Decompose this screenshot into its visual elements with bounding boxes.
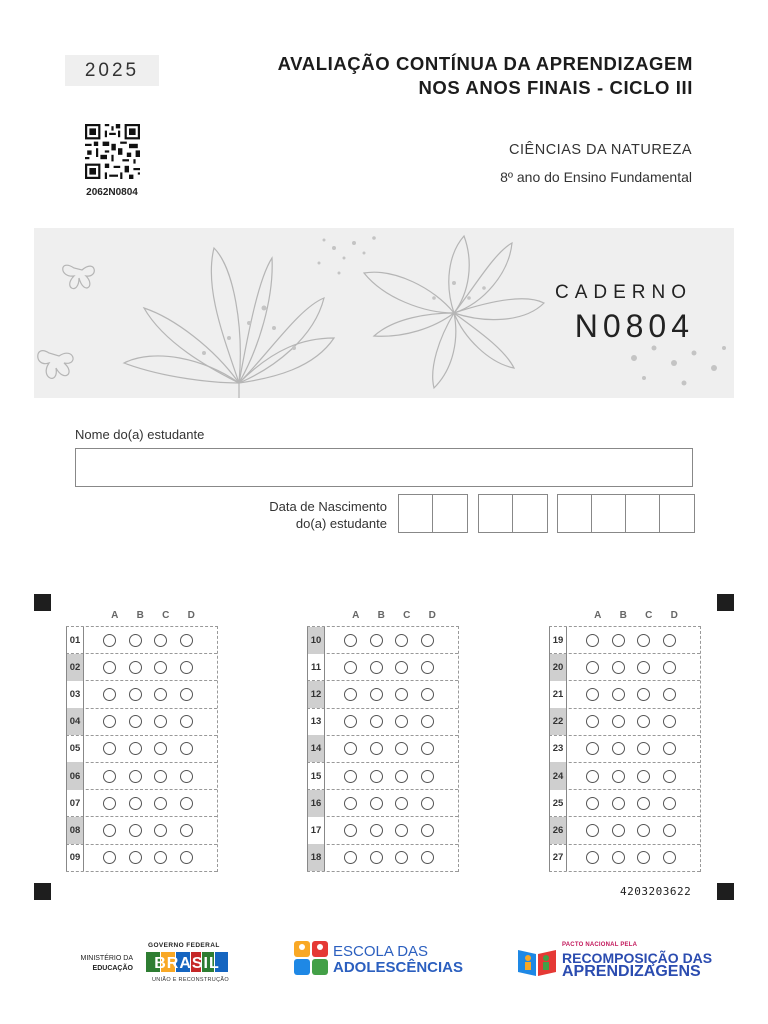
- question-number: 01: [66, 627, 84, 654]
- question-number: 06: [66, 762, 84, 789]
- answer-bubbles: [325, 742, 446, 755]
- answer-bubble[interactable]: [344, 797, 357, 810]
- question-number: 20: [549, 654, 567, 681]
- answer-bubble[interactable]: [612, 797, 625, 810]
- answer-bubble[interactable]: [344, 851, 357, 864]
- answer-bubble[interactable]: [637, 770, 650, 783]
- answer-bubbles: [567, 634, 688, 647]
- answer-bubble[interactable]: [154, 851, 167, 864]
- birthdate-digit-cell[interactable]: [479, 495, 513, 532]
- option-letters: [102, 610, 204, 621]
- answer-bubble[interactable]: [103, 688, 116, 701]
- escola-line-2: ADOLESCÊNCIAS: [333, 959, 464, 976]
- answer-bubble[interactable]: [344, 688, 357, 701]
- answer-bubble[interactable]: [344, 742, 357, 755]
- answer-bubble[interactable]: [637, 797, 650, 810]
- answer-rows: [307, 626, 459, 872]
- answer-row: [66, 709, 217, 736]
- birthdate-day-field[interactable]: [398, 494, 468, 533]
- answer-bubbles: [325, 770, 446, 783]
- ministry-line-2: EDUCAÇÃO: [92, 965, 133, 972]
- answer-bubble[interactable]: [395, 797, 408, 810]
- answer-bubble[interactable]: [395, 715, 408, 728]
- answer-bubble[interactable]: [586, 715, 599, 728]
- answer-bubbles: [84, 688, 205, 701]
- answer-bubble[interactable]: [421, 824, 434, 837]
- subject-name: CIÊNCIAS DA NATUREZA: [509, 142, 692, 158]
- answer-row: [549, 845, 700, 872]
- answer-bubble[interactable]: [421, 715, 434, 728]
- answer-bubble[interactable]: [612, 688, 625, 701]
- question-number: 12: [307, 681, 325, 708]
- answer-bubbles: [84, 661, 205, 674]
- answer-bubbles: [325, 661, 446, 674]
- answer-row: [66, 817, 217, 844]
- answer-bubbles: [567, 715, 688, 728]
- serial-number: 4203203622: [620, 885, 692, 898]
- answer-bubble[interactable]: [154, 770, 167, 783]
- answer-bubble[interactable]: [637, 742, 650, 755]
- answer-row: [307, 736, 458, 763]
- answer-bubble[interactable]: [395, 634, 408, 647]
- answer-bubble[interactable]: [586, 661, 599, 674]
- title-line-1: AVALIAÇÃO CONTÍNUA DA APRENDIZAGEM: [277, 53, 693, 74]
- answer-bubble[interactable]: [586, 770, 599, 783]
- answer-bubble[interactable]: [612, 824, 625, 837]
- answer-row: [66, 845, 217, 872]
- answer-row: [66, 627, 217, 654]
- answer-bubble[interactable]: [586, 824, 599, 837]
- qr-code-icon: [85, 124, 140, 179]
- escola-logo-icon: [294, 941, 329, 976]
- answer-bubble[interactable]: [129, 742, 142, 755]
- answer-bubble[interactable]: [395, 851, 408, 864]
- birthdate-digit-cell[interactable]: [558, 495, 592, 532]
- answer-bubble[interactable]: [129, 688, 142, 701]
- student-name-field[interactable]: [75, 448, 693, 487]
- answer-bubbles: [325, 715, 446, 728]
- answer-row: [549, 736, 700, 763]
- answer-bubble[interactable]: [129, 661, 142, 674]
- answer-column: [66, 610, 226, 872]
- answer-row: [307, 681, 458, 708]
- question-number: 11: [307, 654, 325, 681]
- answer-bubble[interactable]: [663, 851, 676, 864]
- question-number: 21: [549, 681, 567, 708]
- answer-bubble[interactable]: [421, 688, 434, 701]
- ministry-line-1: MINISTÉRIO DA: [80, 955, 133, 962]
- answer-bubble[interactable]: [370, 851, 383, 864]
- birthdate-label-line-1: Data de Nascimento: [269, 499, 387, 514]
- answer-row: [549, 817, 700, 844]
- answer-bubble[interactable]: [637, 661, 650, 674]
- answer-bubbles: [325, 824, 446, 837]
- answer-bubble[interactable]: [103, 797, 116, 810]
- answer-bubble[interactable]: [421, 770, 434, 783]
- option-letter: A: [352, 610, 360, 621]
- answer-bubble[interactable]: [370, 715, 383, 728]
- answer-bubble[interactable]: [370, 742, 383, 755]
- answer-bubble[interactable]: [370, 634, 383, 647]
- answer-row: [549, 627, 700, 654]
- answer-bubbles: [567, 851, 688, 864]
- answer-bubble[interactable]: [663, 661, 676, 674]
- option-letter: C: [162, 610, 170, 621]
- answer-bubbles: [567, 661, 688, 674]
- answer-bubble[interactable]: [180, 797, 193, 810]
- booklet-code: 2062N0804: [86, 187, 138, 198]
- answer-bubble[interactable]: [612, 715, 625, 728]
- answer-bubble[interactable]: [421, 851, 434, 864]
- question-number: 17: [307, 817, 325, 844]
- answer-bubble[interactable]: [421, 797, 434, 810]
- registration-marker: [34, 594, 51, 611]
- birthdate-year-field[interactable]: [557, 494, 695, 533]
- answer-bubble[interactable]: [637, 851, 650, 864]
- answer-bubble[interactable]: [395, 661, 408, 674]
- answer-row: [307, 654, 458, 681]
- question-number: 13: [307, 708, 325, 735]
- answer-bubbles: [567, 770, 688, 783]
- question-number: 14: [307, 735, 325, 762]
- answer-bubbles: [84, 634, 205, 647]
- question-number: 07: [66, 790, 84, 817]
- birthdate-digit-cell[interactable]: [592, 495, 626, 532]
- answer-bubble[interactable]: [663, 824, 676, 837]
- answer-bubble[interactable]: [586, 634, 599, 647]
- answer-bubble[interactable]: [129, 851, 142, 864]
- booklet-number: N0804: [574, 308, 694, 344]
- answer-row: [66, 763, 217, 790]
- answer-row: [66, 654, 217, 681]
- answer-bubble[interactable]: [180, 770, 193, 783]
- answer-bubbles: [84, 797, 205, 810]
- answer-bubble[interactable]: [370, 688, 383, 701]
- answer-bubble[interactable]: [344, 661, 357, 674]
- answer-bubble[interactable]: [103, 742, 116, 755]
- question-number: 03: [66, 681, 84, 708]
- answer-bubble[interactable]: [344, 634, 357, 647]
- birthdate-digit-cell[interactable]: [660, 495, 694, 532]
- answer-bubble[interactable]: [103, 824, 116, 837]
- title-line-2: NOS ANOS FINAIS - CICLO III: [418, 77, 693, 98]
- answer-row: [307, 845, 458, 872]
- answer-bubble[interactable]: [180, 688, 193, 701]
- booklet-label: CADERNO: [554, 282, 692, 303]
- answer-bubble[interactable]: [586, 742, 599, 755]
- answer-bubbles: [325, 688, 446, 701]
- option-letter: D: [670, 610, 678, 621]
- answer-bubble[interactable]: [395, 688, 408, 701]
- answer-bubble[interactable]: [421, 634, 434, 647]
- question-number: 23: [549, 735, 567, 762]
- registration-marker: [34, 883, 51, 900]
- option-letter: B: [619, 610, 627, 621]
- question-number: 15: [307, 762, 325, 789]
- answer-bubble[interactable]: [154, 797, 167, 810]
- registration-marker: [717, 883, 734, 900]
- birthdate-digit-cell[interactable]: [513, 495, 547, 532]
- answer-bubble[interactable]: [637, 824, 650, 837]
- question-number: 19: [549, 627, 567, 654]
- answer-bubble[interactable]: [180, 742, 193, 755]
- answer-bubble[interactable]: [180, 715, 193, 728]
- ministry-logo: [77, 954, 133, 974]
- gov-slogan: UNIÃO E RECONSTRUÇÃO: [152, 977, 229, 983]
- answer-bubble[interactable]: [129, 715, 142, 728]
- answer-bubble[interactable]: [637, 634, 650, 647]
- answer-bubble[interactable]: [663, 634, 676, 647]
- question-number: 25: [549, 790, 567, 817]
- answer-row: [549, 654, 700, 681]
- answer-row: [549, 681, 700, 708]
- year-badge: 2025: [65, 55, 159, 86]
- answer-bubbles: [567, 797, 688, 810]
- answer-bubble[interactable]: [663, 688, 676, 701]
- question-number: 22: [549, 708, 567, 735]
- brasil-logo: [146, 950, 228, 974]
- answer-bubble[interactable]: [129, 797, 142, 810]
- option-letter: C: [645, 610, 653, 621]
- answer-row: [549, 709, 700, 736]
- birthdate-digit-cell[interactable]: [433, 495, 467, 532]
- answer-bubble[interactable]: [154, 688, 167, 701]
- answer-bubble[interactable]: [612, 661, 625, 674]
- answer-bubble[interactable]: [586, 851, 599, 864]
- answer-bubble[interactable]: [395, 742, 408, 755]
- answer-row: [549, 763, 700, 790]
- answer-bubbles: [567, 824, 688, 837]
- question-number: 04: [66, 708, 84, 735]
- answer-bubble[interactable]: [395, 770, 408, 783]
- option-letter: A: [594, 610, 602, 621]
- answer-rows: [549, 626, 701, 872]
- option-letter: C: [403, 610, 411, 621]
- option-letter: A: [111, 610, 119, 621]
- answer-bubble[interactable]: [154, 634, 167, 647]
- answer-row: [549, 790, 700, 817]
- answer-bubble[interactable]: [637, 715, 650, 728]
- answer-bubble[interactable]: [103, 715, 116, 728]
- option-letters: [585, 610, 687, 621]
- answer-bubbles: [84, 742, 205, 755]
- question-number: 27: [549, 844, 567, 871]
- answer-rows: [66, 626, 218, 872]
- answer-bubble[interactable]: [180, 634, 193, 647]
- answer-bubble[interactable]: [612, 634, 625, 647]
- answer-column: [307, 610, 467, 872]
- answer-row: [66, 790, 217, 817]
- question-number: 10: [307, 627, 325, 654]
- answer-bubble[interactable]: [129, 634, 142, 647]
- question-number: 26: [549, 817, 567, 844]
- answer-bubble[interactable]: [344, 715, 357, 728]
- answer-bubbles: [84, 824, 205, 837]
- answer-bubble[interactable]: [663, 742, 676, 755]
- answer-bubble[interactable]: [612, 770, 625, 783]
- answer-bubble[interactable]: [663, 797, 676, 810]
- answer-row: [307, 817, 458, 844]
- question-number: 08: [66, 817, 84, 844]
- answer-bubble[interactable]: [395, 824, 408, 837]
- option-letter: B: [136, 610, 144, 621]
- answer-row: [307, 627, 458, 654]
- pacto-line-1: RECOMPOSIÇÃO DAS: [562, 950, 713, 966]
- answer-bubble[interactable]: [154, 661, 167, 674]
- birthdate-digit-cell[interactable]: [399, 495, 433, 532]
- birthdate-month-field[interactable]: [478, 494, 548, 533]
- answer-bubbles: [567, 688, 688, 701]
- answer-bubble[interactable]: [180, 824, 193, 837]
- answer-row: [66, 681, 217, 708]
- answer-bubbles: [84, 851, 205, 864]
- svg-text:BRASIL: BRASIL: [154, 955, 220, 972]
- answer-bubble[interactable]: [103, 661, 116, 674]
- question-number: 18: [307, 844, 325, 871]
- answer-bubble[interactable]: [154, 742, 167, 755]
- answer-bubble[interactable]: [344, 770, 357, 783]
- answer-bubbles: [325, 797, 446, 810]
- answer-bubble[interactable]: [103, 634, 116, 647]
- answer-bubble[interactable]: [103, 770, 116, 783]
- answer-bubble[interactable]: [129, 824, 142, 837]
- grade-level: 8º ano do Ensino Fundamental: [500, 169, 692, 185]
- option-letter: B: [377, 610, 385, 621]
- option-letter: D: [187, 610, 195, 621]
- answer-bubble[interactable]: [370, 770, 383, 783]
- birthdate-label: [215, 498, 387, 532]
- answer-bubble[interactable]: [586, 797, 599, 810]
- answer-bubble[interactable]: [612, 742, 625, 755]
- answer-bubble[interactable]: [421, 661, 434, 674]
- answer-bubbles: [84, 715, 205, 728]
- answer-bubble[interactable]: [586, 688, 599, 701]
- answer-bubbles: [325, 851, 446, 864]
- registration-marker: [717, 594, 734, 611]
- answer-bubble[interactable]: [370, 824, 383, 837]
- answer-bubble[interactable]: [612, 851, 625, 864]
- answer-bubbles: [325, 634, 446, 647]
- answer-bubble[interactable]: [663, 715, 676, 728]
- answer-bubble[interactable]: [180, 661, 193, 674]
- birthdate-label-line-2: do(a) estudante: [295, 516, 387, 531]
- answer-bubble[interactable]: [637, 688, 650, 701]
- answer-row: [307, 709, 458, 736]
- answer-bubble[interactable]: [103, 851, 116, 864]
- answer-bubble[interactable]: [154, 824, 167, 837]
- option-letters: [343, 610, 445, 621]
- answer-bubble[interactable]: [370, 661, 383, 674]
- question-number: 24: [549, 762, 567, 789]
- option-letter: D: [428, 610, 436, 621]
- gov-label: GOVERNO FEDERAL: [148, 942, 220, 949]
- answer-bubble[interactable]: [129, 770, 142, 783]
- answer-column: [549, 610, 709, 872]
- pacto-logo-icon: [516, 944, 558, 978]
- question-number: 02: [66, 654, 84, 681]
- escola-logo-text: [333, 944, 463, 976]
- student-name-label: Nome do(a) estudante: [75, 427, 205, 442]
- answer-bubble[interactable]: [154, 715, 167, 728]
- pacto-line-2: APRENDIZAGENS: [562, 963, 701, 980]
- page-title: [173, 52, 693, 100]
- question-number: 05: [66, 735, 84, 762]
- escola-line-1: ESCOLA DAS: [333, 943, 429, 960]
- question-number: 09: [66, 844, 84, 871]
- answer-bubble[interactable]: [421, 742, 434, 755]
- birthdate-digit-cell[interactable]: [626, 495, 660, 532]
- booklet-banner: [34, 228, 734, 398]
- answer-row: [307, 763, 458, 790]
- question-number: 16: [307, 790, 325, 817]
- pacto-caption: PACTO NACIONAL PELA: [562, 942, 638, 948]
- answer-bubble[interactable]: [370, 797, 383, 810]
- answer-row: [66, 736, 217, 763]
- answer-bubble[interactable]: [180, 851, 193, 864]
- answer-bubbles: [567, 742, 688, 755]
- answer-bubble[interactable]: [344, 824, 357, 837]
- answer-bubble[interactable]: [663, 770, 676, 783]
- answer-row: [307, 790, 458, 817]
- answer-bubbles: [84, 770, 205, 783]
